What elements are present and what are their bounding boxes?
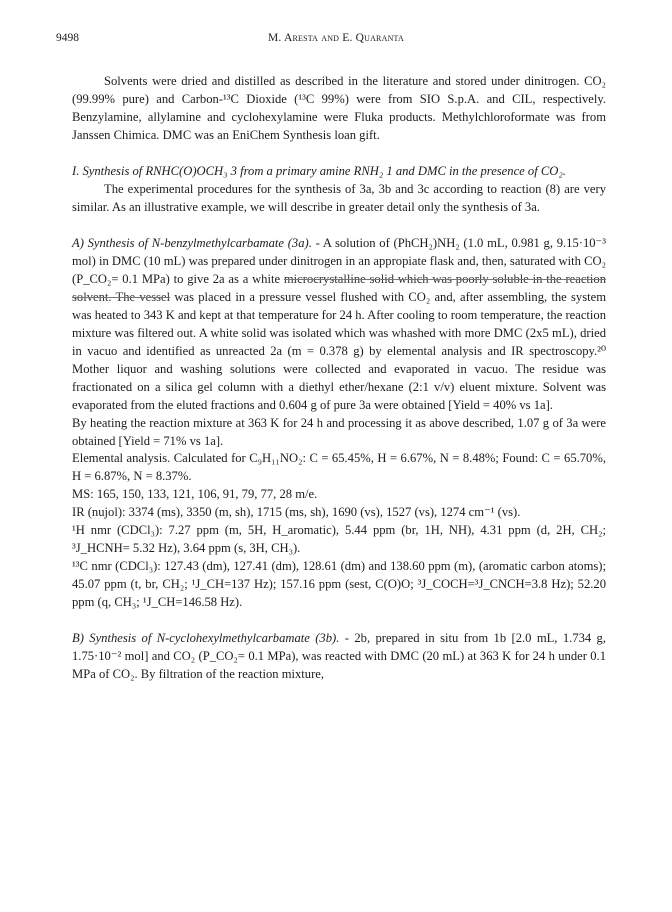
paragraph-1h-nmr: ¹H nmr (CDCl₃): 7.27 ppm (m, 5H, H_aromatic), 5.44 ppm (br, 1H, NH), 4.31 ppm (d, 2H, CH₂; ³J_HCNH= 5.32 Hz), 3.64 ppm (s, 3H, CH₃). [72, 523, 606, 555]
subsection-a-body: A solution of (PhCH₂)NH₂ (1.0 mL, 0.981 g, 9.15·10⁻³ mol) in DMC (10 mL) was prepared under dinitrogen in an appropiate flask and, then, saturated with CO₂ (P_CO₂= 0.1 MPa) to give 2a as a white [72, 236, 606, 286]
paragraph-procedure-overview: The experimental procedures for the synthesis of 3a, 3b and 3c according to reaction (8) are very similar. As an illustrative example, we will describe in greater detail only the synthesis of 3a. [72, 182, 606, 214]
paragraph-ms: MS: 165, 150, 133, 121, 106, 91, 79, 77, 28 m/e. [72, 487, 318, 501]
paragraph-elemental-analysis: Elemental analysis. Calculated for C₉H₁₁NO₂: C = 65.45%, H = 6.67%, N = 8.48%; Found: C = 65.70%, H = 6.87%, N = 8.37%. [72, 451, 606, 483]
page-number: 9498 [56, 32, 79, 44]
paragraph-ir: IR (nujol): 3374 (ms), 3350 (m, sh), 1715 (ms, sh), 1690 (vs), 1527 (vs), 1274 cm⁻¹ (vs). [72, 505, 521, 519]
subsection-b-heading: B) Synthesis of N-cyclohexylmethylcarbamate (3b). - [72, 631, 349, 645]
subsection-a [72, 234, 606, 414]
article-body [72, 72, 606, 683]
subsection-b [72, 629, 606, 683]
subsection-b-body: 2b, prepared in situ from 1b [2.0 mL, 1.734 g, 1.75·10⁻² mol] and CO₂ (P_CO₂= 0.1 MPa), was reacted with DMC (20 mL) at 363 K for 24 h under 0.1 MPa of CO₂. By filtration of the reaction mixture, [72, 631, 606, 681]
paragraph-13c-nmr: ¹³C nmr (CDCl₃): 127.43 (dm), 127.41 (dm), 128.61 (dm) and 138.60 ppm (m), (aromatic carbon atoms); 45.07 ppm (t, br, CH₂; ¹J_CH=137 Hz); 157.16 ppm (sest, C(O)O; ³J_COCH=³J_CNCH=3.8 Hz); 52.20 ppm (q, CH₃; ¹J_CH=146.58 Hz). [72, 559, 606, 609]
section-heading-1: I. Synthesis of RNHC(O)OCH₃ 3 from a primary amine RNH₂ 1 and DMC in the presence of CO₂. [72, 164, 566, 178]
paragraph-heating: By heating the reaction mixture at 363 K for 24 h and processing it as above described, 1.07 g of 3a were obtained [Yield = 71% vs 1a]. [72, 416, 606, 448]
paragraph-materials: Solvents were dried and distilled as described in the literature and stored under dinitrogen. CO₂ (99.99% pure) and Carbon-¹³C Dioxide (¹³C 99%) were from SIO S.p.A. and CIL, respectively. Benzylamine, allylamine and cyclohexylamine were Fluka products. Methylchloroformate was from Janssen Chimica. DMC was an EniChem Synthesis loan gift. [72, 74, 606, 142]
subsection-a-struck-line: microcrystalline solid which was poorly soluble in the reaction solvent. The vessel [72, 272, 607, 304]
subsection-a-heading: A) Synthesis of N-benzylmethylcarbamate (3a). - [72, 236, 320, 250]
running-head: M. Aresta and E. Quaranta [268, 32, 404, 44]
page-header [56, 32, 616, 48]
subsection-a-continued: was placed in a pressure vessel flushed with CO₂ and, after assembling, the system was heated to 343 K and kept at that temperature for 24 h. After cooling to room temperature, the reaction mixture was filtered out. A white solid was isolated which was whashed with more DMC (2x5 mL), dried in vacuo and identified as unreacted 2a (m = 0.378 g) by elemental analysis and IR spectroscopy.²⁰ Mother liquor and washing solutions were collected and evaporated in vacuo. The residue was fractionated on a silica gel column with a diethyl ether/hexane (2:1 v/v) eluent mixture. Solvent was evaporated from the eluted fractions and 0.604 g of pure 3a were obtained [Yield = 40% vs 1a]. [72, 290, 606, 412]
